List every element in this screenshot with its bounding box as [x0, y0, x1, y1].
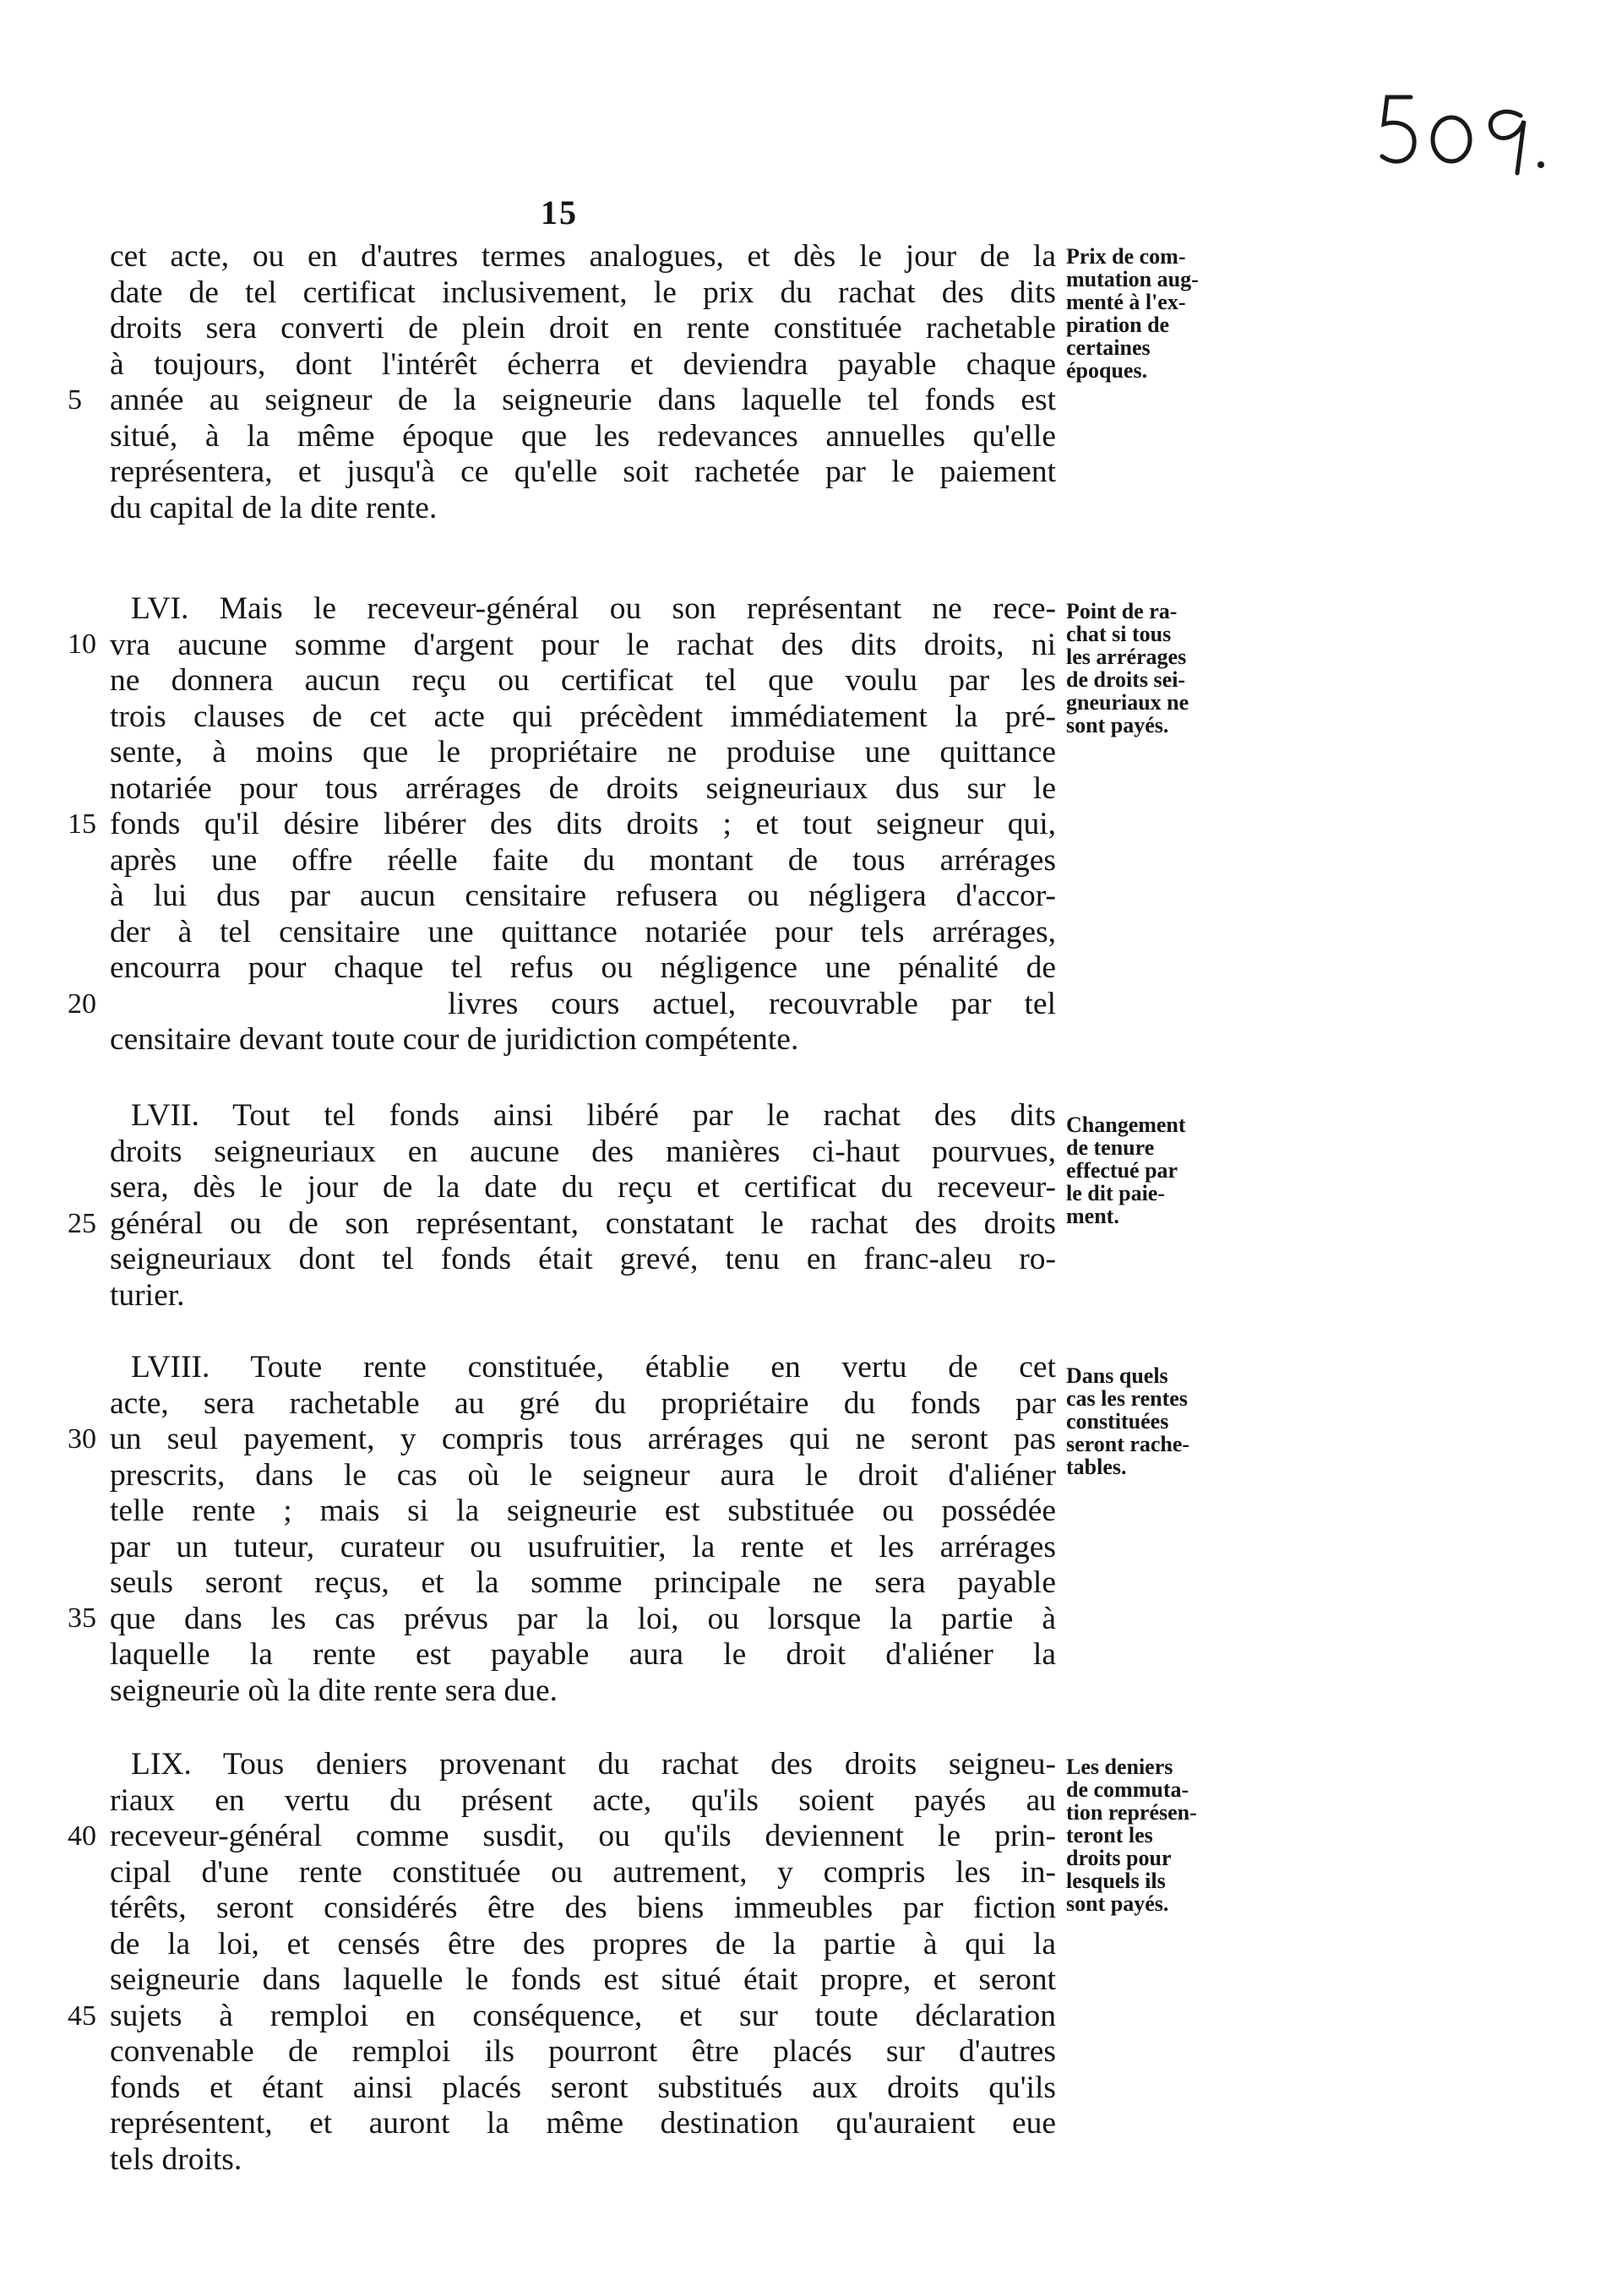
text-line: fonds qu'il désire libérer des dits droits ; et tout seigneur qui, — [110, 807, 1056, 841]
line-number: 15 — [68, 808, 96, 840]
section-lvii — [110, 1098, 1056, 1314]
text-line: fonds et étant ainsi placés seront substitués aux droits qu'ils — [110, 2070, 1056, 2105]
text-line: der à tel censitaire une quittance notariée pour tels arrérages, — [110, 914, 1056, 949]
text-line: acte, sera rachetable au gré du propriétaire du fonds par — [110, 1385, 1056, 1421]
text-line: que dans les cas prévus par la loi, ou lorsque la partie à — [110, 1601, 1056, 1636]
line-number: 5 — [68, 384, 82, 416]
line-number: 45 — [68, 2000, 96, 2032]
text-line: convenable de remploi ils pourront être placés sur d'autres — [110, 2034, 1056, 2069]
line-number: 30 — [68, 1423, 96, 1455]
margin-note-deniers-commutation: Les deniers de commuta- tion représen- teront les droits pour lesquels ils sont payés. — [1066, 1755, 1197, 1916]
text-line: livres cours actuel, recouvrable par tel — [448, 986, 1056, 1021]
text-line: seigneurie où la dite rente sera due. — [110, 1673, 558, 1708]
text-line: vra aucune somme d'argent pour le rachat des dits droits, ni — [110, 627, 1056, 662]
text-line: à toujours, dont l'intérêt écherra et deviendra payable chaque — [110, 346, 1056, 382]
line-number: 10 — [68, 628, 96, 660]
handwritten-folio-icon — [1377, 72, 1563, 182]
section-heading-line: LVII. Tout tel fonds ainsi libéré par le rachat des dits — [131, 1098, 1056, 1133]
section-lix — [110, 1747, 1056, 2178]
text-line: sente, à moins que le propriétaire ne produise une quittance — [110, 735, 1056, 770]
margin-note-prix-commutation: Prix de com- mutation aug- menté à l'ex- piration de certaines époques. — [1066, 244, 1199, 383]
section-heading-line: LIX. Tous deniers provenant du rachat des droits seigneu- — [131, 1747, 1056, 1782]
text-line: trois clauses de cet acte qui précèdent immédiatement la pré- — [110, 699, 1056, 734]
margin-note-rentes-rachetables: Dans quels cas les rentes constituées seront rache- tables. — [1066, 1363, 1190, 1479]
text-line: prescrits, dans le cas où le seigneur aura le droit d'aliéner — [110, 1457, 1056, 1493]
text-line: seigneuriaux dont tel fonds était grevé, tenu en franc-aleu ro- — [110, 1242, 1056, 1276]
section-lviii — [110, 1350, 1056, 1709]
text-line: notariée pour tous arrérages de droits seigneuriaux dus sur le — [110, 770, 1056, 806]
text-line: tels droits. — [110, 2141, 242, 2177]
text-line: un seul payement, y compris tous arrérages qui ne seront pas — [110, 1422, 1056, 1456]
text-line: représentera, et jusqu'à ce qu'elle soit rachetée par le paiement — [110, 454, 1056, 489]
text-line: situé, à la même époque que les redevances annuelles qu'elle — [110, 418, 1056, 454]
section-heading-line: LVI. Mais le receveur-général ou son représentant ne rece- — [131, 591, 1056, 626]
margin-note-point-de-rachat: Point de ra- chat si tous les arrérages de droits sei- gneuriaux ne sont payés. — [1066, 599, 1189, 737]
text-line: général ou de son représentant, constatant le rachat des droits — [110, 1205, 1056, 1241]
text-line: année au seigneur de la seigneurie dans laquelle tel fonds est — [110, 383, 1056, 417]
line-number: 35 — [68, 1602, 96, 1634]
text-line: sera, dès le jour de la date du reçu et certificat du receveur- — [110, 1170, 1056, 1205]
line-number: 20 — [68, 988, 96, 1020]
paragraph-continuation — [110, 239, 1056, 526]
text-line: cipal d'une rente constituée ou autrement, y compris les in- — [110, 1854, 1056, 1890]
text-line: après une offre réelle faite du montant de tous arrérages — [110, 842, 1056, 878]
page-number: 15 — [541, 193, 578, 231]
folio-number — [1377, 72, 1563, 182]
line-number: 40 — [68, 1820, 96, 1852]
margin-note-changement-tenure: Changement de tenure effectué par le dit paie- ment. — [1066, 1113, 1186, 1228]
text-line: date de tel certificat inclusivement, le prix du rachat des dits — [110, 275, 1056, 310]
text-line: receveur-général comme susdit, ou qu'ils deviennent le prin- — [110, 1819, 1056, 1853]
text-line: censitaire devant toute cour de juridiction compétente. — [110, 1022, 799, 1057]
text-line: térêts, seront considérés être des biens immeubles par fiction — [110, 1891, 1056, 1925]
text-line: riaux en vertu du présent acte, qu'ils soient payés au — [110, 1782, 1056, 1818]
text-line: ne donnera aucun reçu ou certificat tel que voulu par les — [110, 663, 1056, 698]
text-line: cet acte, ou en d'autres termes analogues, et dès le jour de la — [110, 239, 1056, 274]
text-line: à lui dus par aucun censitaire refusera ou négligera d'accor- — [110, 879, 1056, 913]
text-line: encourra pour chaque tel refus ou négligence une pénalité de — [110, 950, 1056, 985]
text-line: sujets à remploi en conséquence, et sur toute déclaration — [110, 1998, 1056, 2033]
text-line: seigneurie dans laquelle le fonds est situé était propre, et seront — [110, 1962, 1056, 1997]
section-heading-line: LVIII. Toute rente constituée, établie en vertu de cet — [131, 1350, 1056, 1385]
text-line: seuls seront reçus, et la somme principale ne sera payable — [110, 1565, 1056, 1600]
text-line: telle rente ; mais si la seigneurie est substituée ou possédée — [110, 1493, 1056, 1528]
text-line: turier. — [110, 1277, 185, 1313]
section-lvi — [110, 591, 1056, 1058]
text-line: droits sera converti de plein droit en rente constituée rachetable — [110, 311, 1056, 345]
text-line: représentent, et auront la même destination qu'auraient eue — [110, 2106, 1056, 2141]
text-line: droits seigneuriaux en aucune des manières ci-haut pourvues, — [110, 1134, 1056, 1169]
text-line: de la loi, et censés être des propres de la partie à qui la — [110, 1926, 1056, 1961]
text-line: par un tuteur, curateur ou usufruitier, la rente et les arrérages — [110, 1529, 1056, 1564]
text-line: du capital de la dite rente. — [110, 490, 438, 525]
line-number: 25 — [68, 1208, 96, 1239]
text-line: laquelle la rente est payable aura le droit d'aliéner la — [110, 1637, 1056, 1672]
